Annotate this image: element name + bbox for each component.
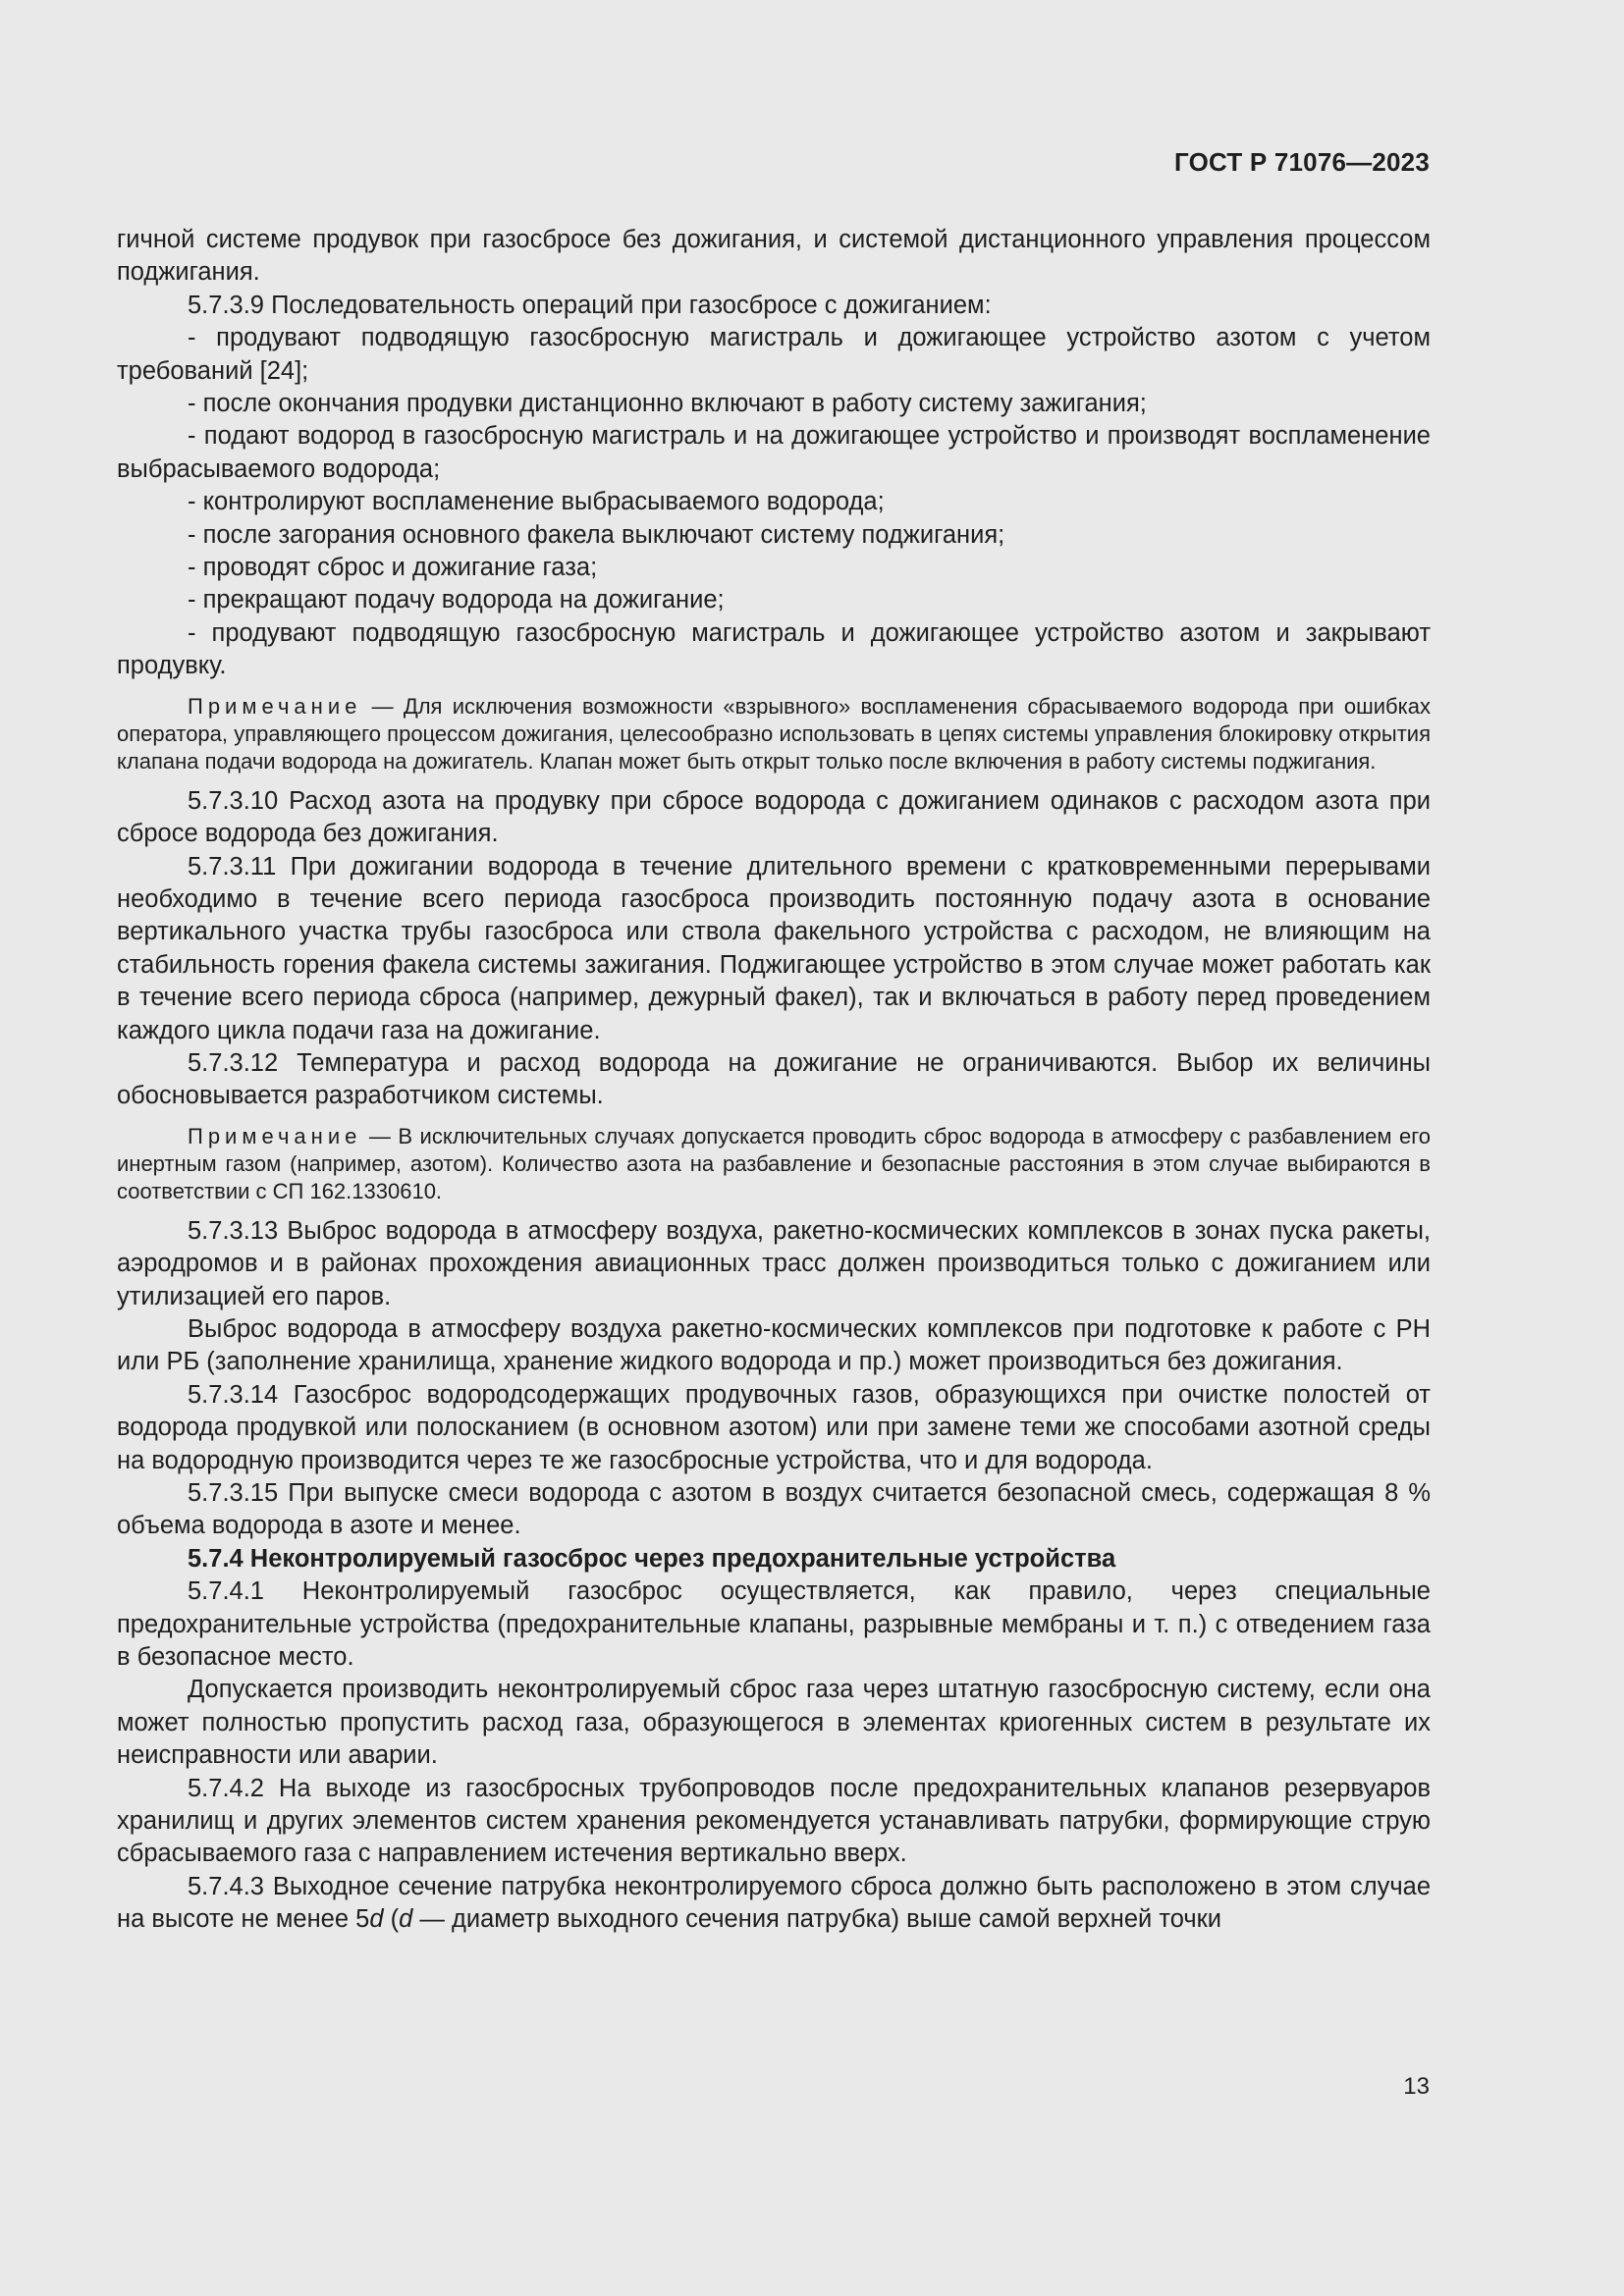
note-label: Примечание bbox=[188, 1123, 362, 1148]
note bbox=[117, 693, 1431, 775]
list-item: - прекращают подачу водорода на дожигание; bbox=[188, 586, 725, 614]
list-item: - после окончания продувки дистанционно включают в работу систему зажигания; bbox=[188, 390, 1147, 418]
list-item: - проводят сброс и дожигание газа; bbox=[188, 554, 598, 582]
document-code-header: ГОСТ Р 71076—2023 bbox=[1174, 147, 1430, 177]
list-item: - после загорания основного факела выключают систему поджигания; bbox=[188, 520, 1005, 549]
paragraph: 5.7.3.9 Последовательность операций при газосбросе с дожиганием: bbox=[188, 291, 992, 319]
list-item: - подают водород в газосбросную магистраль и на дожигающее устройство и производят воспламенение выбрасываемого водорода; bbox=[117, 422, 1431, 483]
paragraph: 5.7.3.11 При дожигании водорода в течение длительного времени с кратковременными перерывами необходимо в течение всего периода газосброса производить постоянную подачу азота в основание вертикального участка трубы газосброса или ствола факельного устройства с расходом, не влияющим на стабильность горения факела системы зажигания. Поджигающее устройство в этом случае может работать как в течение всего периода сброса (например, дежурный факел), так и включаться в работу перед проведением каждого цикла подачи газа на дожигание. bbox=[117, 852, 1431, 1044]
paragraph: Выброс водорода в атмосферу воздуха ракетно-космических комплексов при подготовке к работе с РН или РБ (заполнение хранилища, хранение жидкого водорода и пр.) может производиться без дожигания. bbox=[117, 1314, 1431, 1376]
page-number: 13 bbox=[1403, 2073, 1430, 2100]
note-text: — В исключительных случаях допускается проводить сброс водорода в атмосферу с разбавлением его инертным газом (например, азотом). Количество азота на разбавление и безопасные расстояния в этом случае выбираются в соответствии с СП 162.1330610. bbox=[117, 1123, 1431, 1203]
paragraph: 5.7.4.2 На выходе из газосбросных трубопроводов после предохранительных клапанов резервуаров хранилищ и других элементов систем хранения рекомендуется устанавливать патрубки, формирующие струю сбрасываемого газа с направлением истечения вертикально вверх. bbox=[117, 1774, 1431, 1868]
text-run: 5.7.4.3 Выходное сечение патрубка неконтролируемого сброса должно быть расположено в этом случае на высоте не менее 5 bbox=[117, 1872, 1431, 1934]
list-item: - продувают подводящую газосбросную магистраль и дожигающее устройство азотом с учетом требований [24]; bbox=[117, 324, 1431, 385]
paragraph: 5.7.3.14 Газосброс водородсодержащих продувочных газов, образующихся при очистке полостей от водорода продувкой или полосканием (в основном азотом) или при замене теми же способами азотной среды на водородную производится через те же газосбросные устройства, что и для водорода. bbox=[117, 1380, 1431, 1474]
text-run: — диаметр выходного сечения патрубка) выше самой верхней точки bbox=[412, 1905, 1222, 1934]
paragraph: 5.7.3.15 При выпуске смеси водорода с азотом в воздух считается безопасной смесь, содержащая 8 % объема водорода в азоте и менее. bbox=[117, 1479, 1431, 1540]
note-label: Примечание bbox=[188, 693, 362, 719]
paragraph bbox=[117, 1871, 1431, 1937]
paragraph: гичной системе продувок при газосбросе без дожигания, и системой дистанционного управления процессом поджигания. bbox=[117, 226, 1431, 287]
paragraph: 5.7.3.13 Выброс водорода в атмосферу воздуха, ракетно-космических комплексов в зонах пуска ракеты, аэродромов и в районах прохождения авиационных трасс должен производиться только с дожиганием или утилизацией его паров. bbox=[117, 1216, 1431, 1310]
document-body bbox=[117, 224, 1431, 1937]
section-heading: 5.7.4 Неконтролируемый газосброс через предохранительные устройства bbox=[188, 1544, 1116, 1573]
variable-d: d bbox=[369, 1905, 384, 1934]
text-run: ( bbox=[383, 1905, 400, 1934]
paragraph: Допускается производить неконтролируемый сброс газа через штатную газосбросную систему, если она может полностью пропустить расход газа, образующегося в элементах криогенных систем в результате их неисправности или аварии. bbox=[117, 1676, 1431, 1770]
paragraph: 5.7.3.12 Температура и расход водорода на дожигание не ограничиваются. Выбор их величины обосновывается разработчиком системы. bbox=[117, 1048, 1431, 1110]
variable-d: d bbox=[399, 1905, 413, 1934]
list-item: - продувают подводящую газосбросную магистраль и дожигающее устройство азотом и закрывают продувку. bbox=[117, 618, 1431, 680]
paragraph: 5.7.4.1 Неконтролируемый газосброс осуществляется, как правило, через специальные предохранительные устройства (предохранительные клапаны, разрывные мембраны и т. п.) с отведением газа в безопасное место. bbox=[117, 1577, 1431, 1672]
paragraph: 5.7.3.10 Расход азота на продувку при сбросе водорода с дожиганием одинаков с расходом азота при сбросе водорода без дожигания. bbox=[117, 786, 1431, 848]
note-text: — Для исключения возможности «взрывного» воспламенения сбрасываемого водорода при ошибках оператора, управляющего процессом дожигания, целесообразно использовать в цепях системы управления блокировку открытия клапана подачи водорода на дожигатель. Клапан может быть открыт только после включения в работу системы поджигания. bbox=[117, 693, 1431, 774]
list-item: - контролируют воспламенение выбрасываемого водорода; bbox=[188, 488, 885, 516]
note bbox=[117, 1123, 1431, 1205]
